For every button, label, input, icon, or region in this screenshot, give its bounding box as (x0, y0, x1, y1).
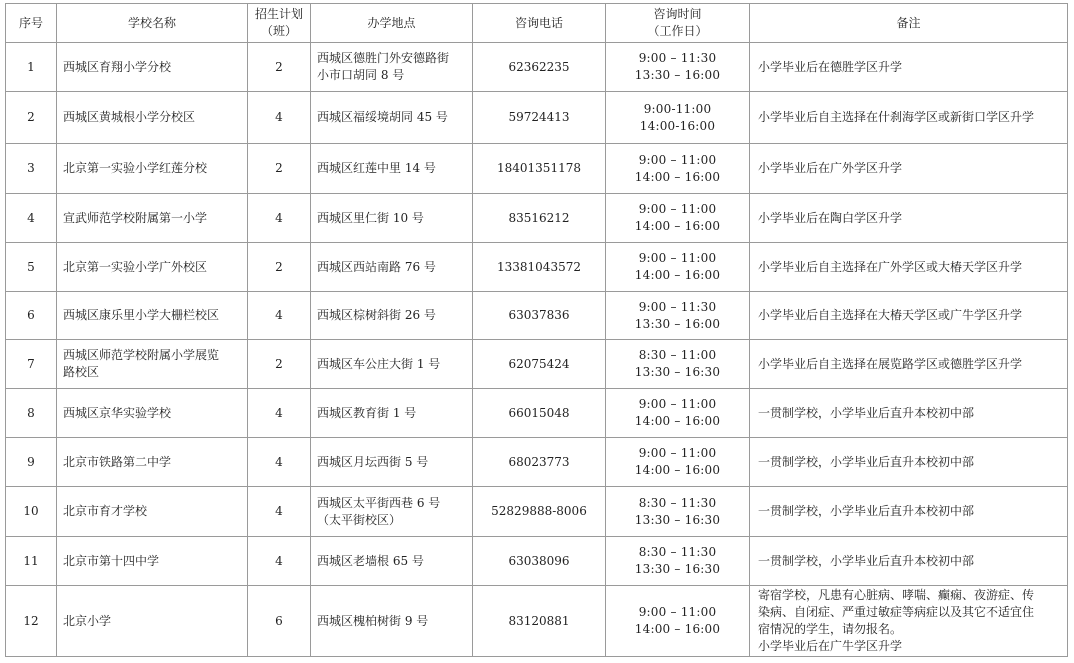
header-phone: 咨询电话 (473, 4, 606, 43)
cell-school-name (57, 292, 248, 340)
cell-address (311, 487, 473, 537)
table-row (6, 292, 1068, 340)
cell-address (311, 438, 473, 487)
cell-school-name-line: 北京市育才学校 (63, 504, 148, 518)
cell-remark (750, 537, 1068, 586)
cell-phone: 52829888-8006 (473, 487, 606, 537)
cell-address (311, 292, 473, 340)
table-row (6, 340, 1068, 389)
cell-school-name-line: 宣武师范学校附属第一小学 (63, 210, 208, 225)
table-row (6, 194, 1068, 243)
cell-remark (750, 389, 1068, 438)
cell-school-name-line: 路校区 (63, 365, 100, 379)
cell-address-line: 西城区里仁街 10 号 (317, 210, 424, 225)
cell-remark (750, 487, 1068, 537)
cell-no: 3 (6, 144, 57, 194)
cell-phone: 59724413 (473, 92, 606, 144)
cell-school-name-line: 西城区师范学校附属小学展览 (63, 348, 220, 362)
cell-address (311, 92, 473, 144)
cell-phone: 18401351178 (473, 144, 606, 194)
cell-address (311, 389, 473, 438)
cell-no: 5 (6, 243, 57, 292)
cell-address (311, 144, 473, 194)
cell-no: 6 (6, 292, 57, 340)
cell-no: 1 (6, 43, 57, 92)
cell-school-name (57, 389, 248, 438)
cell-school-name-line: 北京市第十四中学 (63, 553, 160, 568)
cell-address-line: 西城区月坛西街 5 号 (317, 454, 429, 469)
cell-time-line: 8:30 – 11:00 (638, 348, 717, 362)
table-row (6, 537, 1068, 586)
cell-plan: 6 (248, 586, 311, 657)
cell-school-name-line: 北京第一实验小学红莲分校 (63, 161, 208, 175)
cell-time-line: 14:00 – 16:00 (634, 622, 721, 636)
header-time (606, 4, 750, 43)
cell-no: 2 (6, 92, 57, 144)
cell-remark-line: 一贯制学校，小学毕业后直升本校初中部 (758, 454, 975, 469)
table-row (6, 586, 1068, 657)
cell-no: 4 (6, 194, 57, 243)
cell-school-name-line: 西城区京华实验学校 (63, 405, 172, 420)
cell-school-name-line: 西城区黄城根小学分校区 (63, 110, 196, 124)
cell-remark-line: 小学毕业后自主选择在展览路学区或德胜学区升学 (758, 356, 1023, 371)
cell-time-line: 9:00-11:00 (643, 101, 712, 116)
cell-remark-line: 小学毕业后自主选择在广外学区或大椿天学区升学 (758, 259, 1023, 274)
cell-school-name-line: 北京第一实验小学广外校区 (63, 259, 208, 274)
table-row (6, 243, 1068, 292)
cell-address (311, 194, 473, 243)
cell-no: 8 (6, 389, 57, 438)
header-plan (248, 4, 311, 43)
cell-remark (750, 438, 1068, 487)
cell-time (606, 340, 750, 389)
cell-time (606, 243, 750, 292)
cell-no: 12 (6, 586, 57, 657)
cell-time (606, 92, 750, 144)
cell-plan: 4 (248, 438, 311, 487)
cell-phone: 62362235 (473, 43, 606, 92)
cell-plan: 4 (248, 92, 311, 144)
cell-time-line: 8:30 – 11:30 (638, 545, 717, 559)
cell-school-name (57, 537, 248, 586)
cell-address-line: 西城区棕树斜街 26 号 (317, 308, 436, 322)
cell-school-name (57, 92, 248, 144)
cell-time-line: 13:30 – 16:00 (634, 316, 721, 331)
cell-plan: 2 (248, 43, 311, 92)
cell-remark-line: 染病、自闭症、严重过敏症等病症以及其它不适宜住 (758, 605, 1035, 619)
cell-address (311, 340, 473, 389)
cell-plan: 4 (248, 487, 311, 537)
cell-time (606, 43, 750, 92)
table-body (6, 43, 1068, 657)
cell-remark-line: 一贯制学校，小学毕业后直升本校初中部 (758, 504, 975, 518)
cell-phone: 68023773 (473, 438, 606, 487)
cell-remark (750, 292, 1068, 340)
cell-remark-line: 一贯制学校，小学毕业后直升本校初中部 (758, 553, 975, 568)
header-school: 学校名称 (57, 4, 248, 43)
cell-time (606, 292, 750, 340)
cell-address-line: 小市口胡同 8 号 (317, 68, 405, 82)
header-time-line2: （工作日） (647, 24, 708, 38)
cell-time-line: 8:30 – 11:30 (638, 495, 717, 510)
cell-phone: 62075424 (473, 340, 606, 389)
cell-school-name-line: 北京小学 (63, 613, 112, 628)
cell-phone: 66015048 (473, 389, 606, 438)
cell-time-line: 9:00 – 11:00 (638, 202, 717, 216)
cell-remark-line: 小学毕业后在德胜学区升学 (758, 59, 903, 74)
cell-address-line: 西城区德胜门外安德路街 (317, 51, 450, 65)
cell-time-line: 13:30 – 16:30 (634, 512, 721, 527)
cell-phone: 63038096 (473, 537, 606, 586)
cell-plan: 4 (248, 194, 311, 243)
header-plan-line1: 招生计划 (254, 7, 303, 21)
cell-school-name (57, 243, 248, 292)
cell-school-name (57, 438, 248, 487)
cell-time-line: 9:00 – 11:30 (638, 299, 717, 314)
cell-remark-line: 小学毕业后自主选择在什刹海学区或新街口学区升学 (758, 110, 1035, 124)
cell-time-line: 9:00 – 11:00 (638, 251, 717, 265)
header-remark: 备注 (750, 4, 1068, 43)
cell-school-name (57, 194, 248, 243)
cell-time-line: 14:00 – 16:00 (634, 268, 721, 282)
cell-time-line: 9:00 – 11:30 (638, 51, 717, 65)
cell-address-line: 西城区老墙根 65 号 (317, 553, 424, 568)
cell-address-line: 西城区太平街西巷 6 号 (317, 495, 441, 510)
cell-remark (750, 340, 1068, 389)
cell-time-line: 9:00 – 11:00 (638, 152, 717, 167)
table-row (6, 487, 1068, 537)
cell-plan: 4 (248, 537, 311, 586)
cell-remark-line: 小学毕业后在广外学区升学 (758, 161, 903, 175)
cell-no: 9 (6, 438, 57, 487)
cell-time-line: 14:00 – 16:00 (634, 414, 721, 428)
cell-phone: 13381043572 (473, 243, 606, 292)
table-row (6, 43, 1068, 92)
table-row (6, 144, 1068, 194)
header-plan-line2: （班） (260, 24, 297, 38)
cell-time-line: 14:00 – 16:00 (634, 463, 721, 477)
cell-address-line: 西城区教育街 1 号 (317, 405, 417, 420)
cell-address (311, 243, 473, 292)
cell-remark (750, 194, 1068, 243)
cell-remark (750, 43, 1068, 92)
cell-address-line: 西城区红莲中里 14 号 (317, 161, 436, 175)
cell-school-name (57, 487, 248, 537)
cell-time (606, 389, 750, 438)
cell-time (606, 144, 750, 194)
cell-phone: 63037836 (473, 292, 606, 340)
cell-time (606, 537, 750, 586)
cell-time-line: 9:00 – 11:00 (638, 397, 717, 411)
cell-time-line: 14:00 – 16:00 (634, 219, 721, 233)
header-time-line1: 咨询时间 (653, 7, 702, 21)
cell-address-line: 西城区西站南路 76 号 (317, 259, 436, 274)
header-row (6, 4, 1068, 43)
cell-address (311, 43, 473, 92)
cell-address (311, 586, 473, 657)
table-row (6, 438, 1068, 487)
cell-remark-line: 小学毕业后自主选择在大椿天学区或广牛学区升学 (758, 308, 1023, 322)
cell-time-line: 13:30 – 16:30 (634, 562, 721, 576)
cell-remark (750, 586, 1068, 657)
cell-remark-line: 寄宿学校，凡患有心脏病、哮喘、癫痫、夜游症、传 (758, 588, 1035, 602)
cell-school-name-line: 北京市铁路第二中学 (63, 454, 172, 469)
cell-time-line: 14:00-16:00 (639, 118, 716, 133)
cell-address-line: 西城区槐柏树街 9 号 (317, 613, 429, 628)
cell-no: 10 (6, 487, 57, 537)
cell-school-name-line: 西城区育翔小学分校 (63, 59, 172, 74)
cell-remark (750, 144, 1068, 194)
cell-no: 7 (6, 340, 57, 389)
cell-time (606, 487, 750, 537)
cell-time-line: 9:00 – 11:00 (638, 446, 717, 460)
table-row (6, 389, 1068, 438)
cell-time-line: 13:30 – 16:30 (634, 365, 721, 379)
cell-school-name (57, 340, 248, 389)
cell-time-line: 14:00 – 16:00 (634, 169, 721, 184)
cell-school-name (57, 144, 248, 194)
cell-plan: 2 (248, 243, 311, 292)
cell-address-line: 西城区车公庄大街 1 号 (317, 356, 441, 371)
cell-school-name (57, 586, 248, 657)
cell-school-name (57, 43, 248, 92)
enrollment-table (5, 3, 1068, 657)
table-row (6, 92, 1068, 144)
cell-time-line: 13:30 – 16:00 (634, 68, 721, 82)
cell-remark (750, 92, 1068, 144)
cell-plan: 2 (248, 144, 311, 194)
cell-plan: 4 (248, 389, 311, 438)
header-no: 序号 (6, 4, 57, 43)
cell-phone: 83120881 (473, 586, 606, 657)
cell-remark-line: 宿情况的学生，请勿报名。 (758, 622, 903, 636)
cell-address (311, 537, 473, 586)
cell-remark (750, 243, 1068, 292)
cell-address-line: （太平街校区） (317, 512, 402, 527)
cell-no: 11 (6, 537, 57, 586)
cell-phone: 83516212 (473, 194, 606, 243)
cell-remark-line: 一贯制学校，小学毕业后直升本校初中部 (758, 405, 975, 420)
cell-time-line: 9:00 – 11:00 (638, 605, 717, 619)
cell-time (606, 194, 750, 243)
cell-remark-line: 小学毕业后在陶白学区升学 (758, 210, 903, 225)
cell-remark-line: 小学毕业后在广牛学区升学 (758, 639, 903, 653)
cell-plan: 2 (248, 340, 311, 389)
cell-address-line: 西城区福绥境胡同 45 号 (317, 110, 448, 124)
cell-time (606, 586, 750, 657)
cell-plan: 4 (248, 292, 311, 340)
cell-school-name-line: 西城区康乐里小学大栅栏校区 (63, 308, 220, 322)
header-address: 办学地点 (311, 4, 473, 43)
cell-time (606, 438, 750, 487)
